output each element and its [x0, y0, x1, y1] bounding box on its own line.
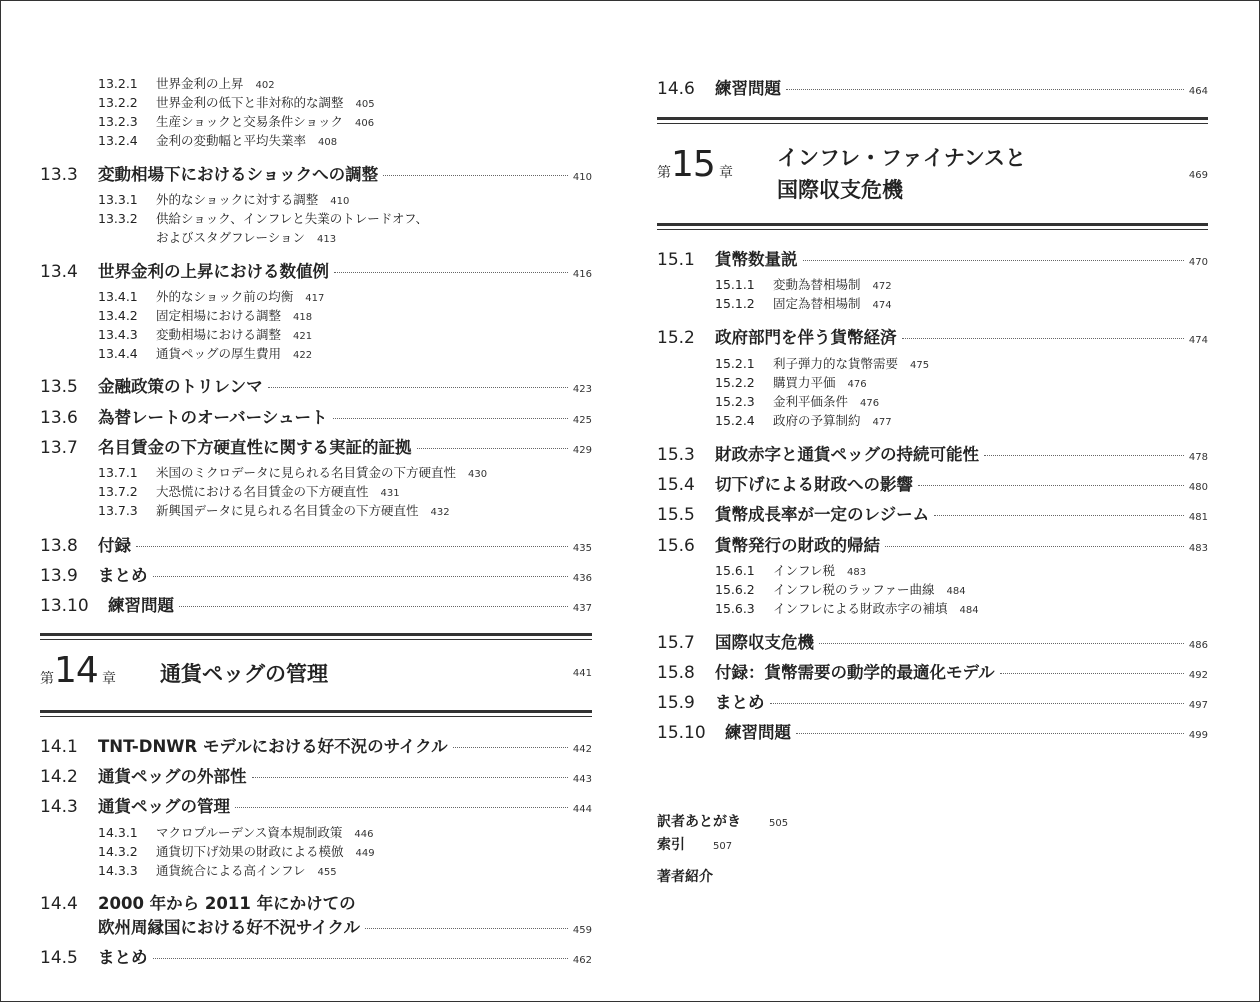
toc-subsection[interactable]: 14.3.2 通貨切下げ効果の財政による模倣 449 [98, 844, 375, 859]
toc-section-15-9[interactable]: 15.9 まとめ 497 [657, 693, 1208, 713]
dot-leader [365, 928, 568, 929]
toc-section-15-6[interactable]: 15.6 貨幣発行の財政的帰結 483 [657, 536, 1208, 556]
toc-subsection[interactable]: 13.2.2 世界金利の低下と非対称的な調整 405 [98, 95, 375, 110]
dot-leader [1000, 673, 1184, 674]
dot-leader [252, 777, 568, 778]
toc-subsection[interactable]: 13.3.2 供給ショック、インフレと失業のトレードオフ、 [98, 211, 429, 226]
toc-subsection[interactable]: 14.3.3 通貨統合による高インフレ 455 [98, 863, 337, 878]
toc-section-15-1[interactable]: 15.1 貨幣数量説 470 [657, 250, 1208, 270]
toc-section-13-5[interactable]: 13.5 金融政策のトリレンマ 423 [40, 377, 592, 397]
toc-subsection[interactable]: 15.6.2 インフレ税のラッファー曲線 484 [715, 582, 966, 597]
dot-leader [383, 175, 568, 176]
toc-subsection[interactable]: 15.6.1 インフレ税 483 [715, 563, 867, 578]
dot-leader [235, 807, 568, 808]
toc-subsection[interactable]: 13.4.1 外的なショック前の均衡 417 [98, 289, 325, 304]
toc-section-15-7[interactable]: 15.7 国際収支危機 486 [657, 633, 1208, 653]
dot-leader [819, 643, 1184, 644]
dot-leader [417, 448, 568, 449]
dot-leader [934, 515, 1184, 516]
toc-subsection[interactable]: 13.2.4 金利の変動幅と平均失業率 408 [98, 133, 338, 148]
toc-subsection-continuation[interactable]: およびスタグフレーション 413 [156, 230, 337, 245]
dot-leader [179, 606, 568, 607]
toc-right-column [657, 0, 1208, 1002]
toc-section-14-5[interactable]: 14.5 まとめ 462 [40, 948, 592, 968]
toc-section-14-6[interactable]: 14.6 練習問題 464 [657, 79, 1208, 99]
toc-section-14-3[interactable]: 14.3 通貨ペッグの管理 444 [40, 797, 592, 817]
dot-leader [453, 747, 568, 748]
toc-section-13-8[interactable]: 13.8 付録 435 [40, 536, 592, 556]
toc-section-15-5[interactable]: 15.5 貨幣成長率が一定のレジーム 481 [657, 505, 1208, 525]
dot-leader [770, 703, 1184, 704]
dot-leader [796, 733, 1184, 734]
dot-leader [984, 455, 1184, 456]
chapter-rule [657, 117, 1208, 124]
toc-subsection[interactable]: 13.7.3 新興国データに見られる名目賃金の下方硬直性 432 [98, 503, 450, 518]
toc-section-14-4[interactable]: 14.4 2000 年から 2011 年にかけての [40, 894, 356, 914]
dot-leader [268, 387, 568, 388]
toc-section-13-10[interactable]: 13.10 練習問題 437 [40, 596, 592, 616]
toc-section-15-4[interactable]: 15.4 切下げによる財政への影響 480 [657, 475, 1208, 495]
toc-section-15-2[interactable]: 15.2 政府部門を伴う貨幣経済 474 [657, 328, 1208, 348]
chapter-rule [657, 223, 1208, 230]
toc-subsection[interactable]: 13.7.1 米国のミクロデータに見られる名目賃金の下方硬直性 430 [98, 465, 488, 480]
dot-leader [786, 89, 1184, 90]
dot-leader [918, 485, 1184, 486]
toc-subsection[interactable]: 13.3.1 外的なショックに対する調整 410 [98, 192, 350, 207]
toc-chapter-14[interactable]: 第 14 章 通貨ペッグの管理 441 [40, 650, 592, 691]
toc-section-13-9[interactable]: 13.9 まとめ 436 [40, 566, 592, 586]
toc-subsection[interactable]: 13.4.2 固定相場における調整 418 [98, 308, 313, 323]
dot-leader [885, 546, 1184, 547]
dot-leader [153, 576, 568, 577]
toc-section-13-6[interactable]: 13.6 為替レートのオーバーシュート 425 [40, 408, 592, 428]
dot-leader [333, 418, 568, 419]
toc-chapter-15[interactable]: 第 15 章 インフレ・ファイナンスと 国際収支危機 469 [657, 144, 1208, 202]
toc-back-about-authors[interactable]: 著者紹介 [657, 869, 713, 885]
toc-subsection[interactable]: 13.4.3 変動相場における調整 421 [98, 327, 313, 342]
toc-section-14-2[interactable]: 14.2 通貨ペッグの外部性 443 [40, 767, 592, 787]
toc-subsection[interactable]: 15.2.3 金利平価条件 476 [715, 394, 880, 409]
toc-section-13-7[interactable]: 13.7 名目賃金の下方硬直性に関する実証的証拠 429 [40, 438, 592, 458]
dot-leader [902, 338, 1184, 339]
chapter-rule [40, 710, 592, 717]
toc-subsection[interactable]: 14.3.1 マクロプルーデンス資本規制政策 446 [98, 825, 374, 840]
dot-leader [153, 958, 568, 959]
toc-section-14-4-cont[interactable]: 欧州周縁国における好不況サイクル 459 [98, 918, 592, 937]
toc-section-13-3[interactable]: 13.3 変動相場下におけるショックへの調整 410 [40, 165, 592, 185]
toc-section-14-1[interactable]: 14.1 TNT-DNWR モデルにおける好不況のサイクル 442 [40, 737, 592, 757]
chapter-rule [40, 633, 592, 640]
toc-subsection[interactable]: 13.7.2 大恐慌における名目賃金の下方硬直性 431 [98, 484, 400, 499]
toc-subsection[interactable]: 15.6.3 インフレによる財政赤字の補填 484 [715, 601, 979, 616]
toc-subsection[interactable]: 15.1.2 固定為替相場制 474 [715, 296, 892, 311]
dot-leader [803, 260, 1184, 261]
toc-section-15-10[interactable]: 15.10 練習問題 499 [657, 723, 1208, 743]
toc-subsection[interactable]: 13.2.3 生産ショックと交易条件ショック 406 [98, 114, 375, 129]
toc-section-15-8[interactable]: 15.8 付録：貨幣需要の動学的最適化モデル 492 [657, 663, 1208, 683]
toc-section-13-4[interactable]: 13.4 世界金利の上昇における数値例 416 [40, 262, 592, 282]
toc-left-column [40, 0, 592, 1002]
toc-subsection[interactable]: 15.2.1 利子弾力的な貨幣需要 475 [715, 356, 930, 371]
toc-subsection[interactable]: 13.2.1 世界金利の上昇 402 [98, 76, 275, 91]
dot-leader [136, 546, 568, 547]
toc-back-translator-afterword[interactable]: 訳者あとがき 505 [657, 814, 789, 830]
toc-back-index[interactable]: 索引 507 [657, 837, 733, 853]
toc-subsection[interactable]: 15.1.1 変動為替相場制 472 [715, 277, 892, 292]
toc-subsection[interactable]: 15.2.2 購買力平価 476 [715, 375, 867, 390]
toc-subsection[interactable]: 15.2.4 政府の予算制約 477 [715, 413, 892, 428]
toc-subsection[interactable]: 13.4.4 通貨ペッグの厚生費用 422 [98, 346, 313, 361]
dot-leader [334, 272, 568, 273]
toc-section-15-3[interactable]: 15.3 財政赤字と通貨ペッグの持続可能性 478 [657, 445, 1208, 465]
